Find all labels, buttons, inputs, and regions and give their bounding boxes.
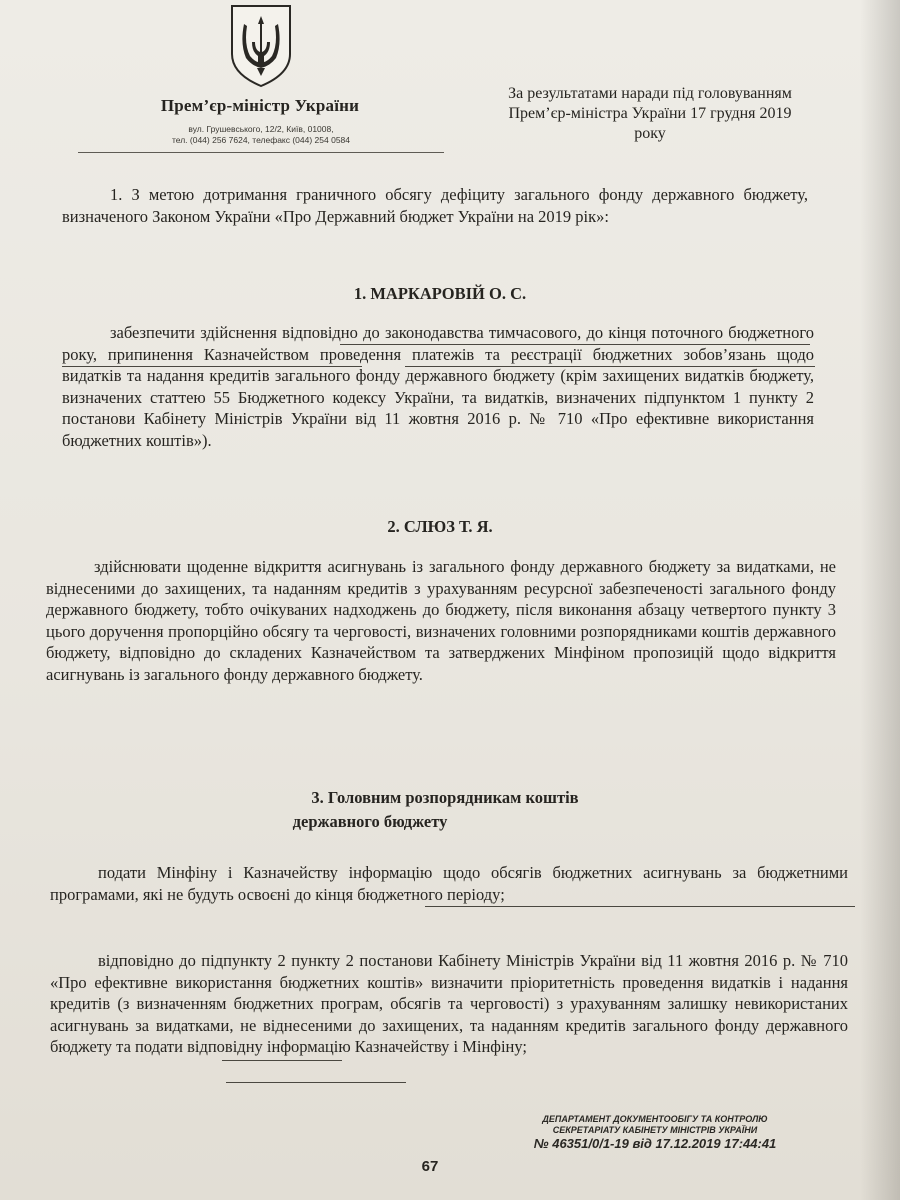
section-2-heading: 2. СЛЮЗ Т. Я. <box>387 517 493 536</box>
address-line-2: тел. (044) 256 7624, телефакс (044) 254 0584 <box>171 135 351 145</box>
section-3-heading-line-1: 3. Головним розпорядникам коштів <box>311 788 579 807</box>
registration-number: № 46351/0/1-19 від 17.12.2019 17:44:41 <box>533 1136 777 1151</box>
handwritten-underline <box>425 906 855 907</box>
page-number: 67 <box>421 1158 439 1175</box>
header-divider <box>78 152 444 153</box>
intro-paragraph: 1. З метою дотримання граничного обсягу дефіциту загального фонду державного бюджету, визначеного Законом України «Про Державний бюджет України на 2019 рік»: <box>62 185 808 226</box>
trident-emblem-icon <box>226 2 296 88</box>
meeting-note: За результатами наради під головуванням Прем’єр-міністра України 17 грудня 2019 року <box>508 85 792 142</box>
issuer-address <box>96 124 426 146</box>
section-3-paragraph-1: подати Мінфіну і Казначейству інформацію щодо обсягів бюджетних асигнувань за бюджетними програмами, які не будуть освоєні до кінця бюджетного періоду; <box>50 863 848 904</box>
handwritten-underline <box>222 1060 342 1061</box>
address-line-1: вул. Грушевського, 12/2, Київ, 01008, <box>188 124 334 134</box>
stamp-secretariat: СЕКРЕТАРІАТУ КАБІНЕТУ МІНІСТРІВ УКРАЇНИ <box>552 1125 758 1135</box>
handwritten-underline <box>340 344 810 345</box>
registration-stamp <box>490 1114 820 1152</box>
handwritten-underline <box>62 366 362 367</box>
section-3-paragraph-2: відповідно до підпункту 2 пункту 2 постанови Кабінету Міністрів України від 11 жовтня 2016 р. № 710 «Про ефективне використання бюджетних коштів» визначити пріоритетність проведення видатків і надання кредитів (з визначенням бюджетних програм, обсягів та черговості) з урахуванням залишку невикористаних асигнувань за видатками, не віднесеними до захищених, та наданням кредитів загального фонду державного бюджету та подати відповідну інформацію Казначейству і Мінфіну; <box>50 951 848 1057</box>
section-1-paragraph: забезпечити здійснення відповідно до законодавства тимчасового, до кінця поточного бюджетного року, припинення Казначейством проведення платежів та реєстрації бюджетних зобов’язань щодо видатків та надання кредитів загального фонду державного бюджету (крім захищених видатків бюджету, визначених статтею 55 Бюджетного кодексу України, та видатків, визначених підпунктом 1 пункту 2 постанови Кабінету Міністрів України від 11 жовтня 2016 р. № 710 «Про ефективне використання бюджетних коштів»). <box>62 323 814 450</box>
section-2-paragraph: здійснювати щоденне відкриття асигнувань із загального фонду державного бюджету за видатками, не віднесеними до захищених, та наданням кредитів з урахуванням ресурсної забезпеченості загального фонду державного бюджету, тобто очікуваних надходжень до бюджету, після виконання абзацу четвертого пункту 3 цього доручення пропорційно обсягу та черговості, визначених головними розпорядниками коштів державного бюджету, відповідно до складених Казначейством та затверджених Мінфіном пропозицій щодо відкриття асигнувань із загального фонду державного бюджету. <box>46 557 836 684</box>
handwritten-underline <box>405 366 815 367</box>
section-1-heading: 1. МАРКАРОВІЙ О. С. <box>353 284 527 303</box>
stamp-department: ДЕПАРТАМЕНТ ДОКУМЕНТООБІГУ ТА КОНТРОЛЮ <box>542 1114 768 1124</box>
handwritten-underline <box>226 1082 406 1083</box>
section-3-heading-line-2: державного бюджету <box>292 812 448 831</box>
issuer-title: Прем’єр-міністр України <box>160 96 360 115</box>
